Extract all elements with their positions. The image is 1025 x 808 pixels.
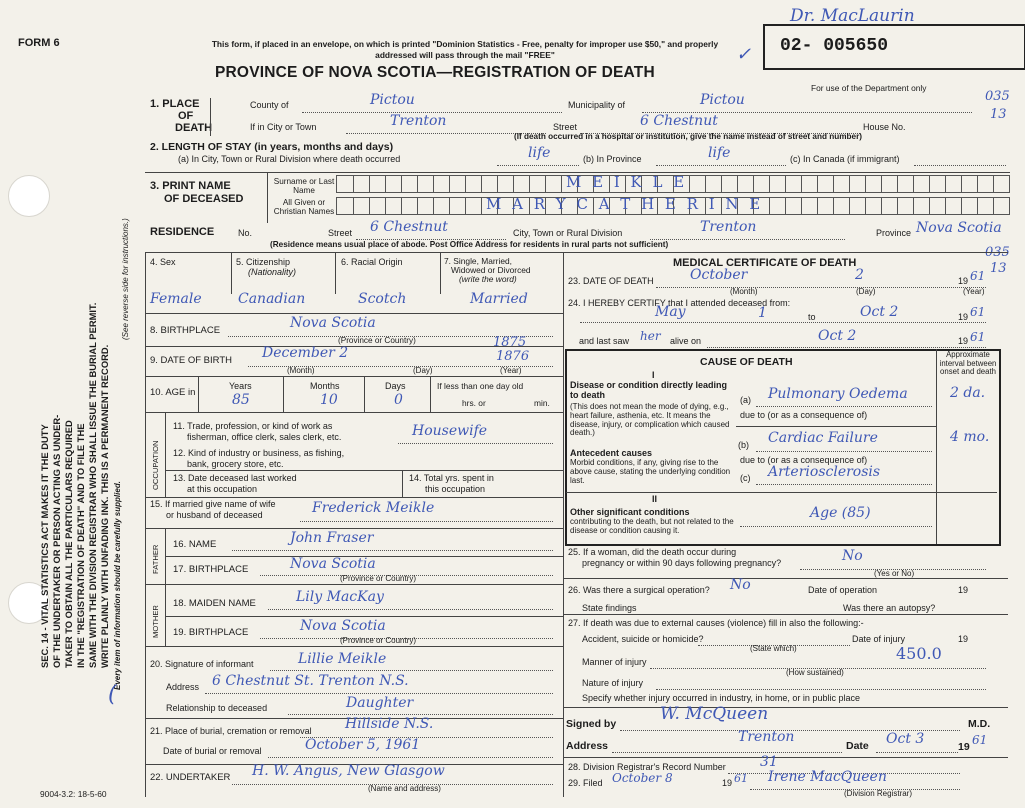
margin-code: 035 bbox=[985, 245, 1010, 260]
dob-month-sub: (Month) bbox=[287, 366, 315, 375]
date-last-worked-label: 13. Date deceased last worked bbox=[173, 473, 297, 483]
registration-number: 02- 005650 bbox=[780, 36, 889, 56]
autopsy-label: Was there an autopsy? bbox=[843, 603, 936, 613]
other-conditions-label: Other significant conditions bbox=[570, 507, 690, 517]
hrs-label: hrs. or bbox=[462, 398, 486, 408]
age-days-label: Days bbox=[385, 381, 406, 391]
act-note-line: IN THE "REGISTRATION OF DEATH" AND TO FILE THE bbox=[75, 423, 86, 668]
act-note-line: SAME WITH THE DIVISION REGISTRAR WHO SHALL ISSUE THE BURIAL PERMIT. bbox=[87, 302, 98, 668]
city-value: Trenton bbox=[390, 113, 447, 129]
attended-to-value: Oct 2 bbox=[860, 304, 899, 320]
operation-date-label: Date of operation bbox=[808, 585, 878, 595]
marital-label: (write the word) bbox=[459, 274, 517, 284]
residence-province-value: Nova Scotia bbox=[916, 220, 1002, 236]
physician-address-value: Trenton bbox=[738, 729, 795, 745]
street-value: 6 Chestnut bbox=[640, 113, 718, 129]
cause-c-label: (c) bbox=[740, 473, 751, 483]
roman-two: II bbox=[652, 494, 658, 504]
father-side-label: FATHER bbox=[151, 544, 160, 574]
pregnancy-label: 25. If a woman, did the death occur during bbox=[568, 547, 737, 557]
act-note-line: WRITE PLAINLY WITH UNFADING INK. THIS IS A PERMANENT RECORD. bbox=[99, 344, 110, 668]
md-label: M.D. bbox=[968, 718, 991, 730]
other-conditions-note: contributing to the death, but not related to the disease or condition causing it. bbox=[570, 517, 734, 535]
margin-checkmark: ( bbox=[108, 682, 117, 707]
alive-year-prefix: 19 bbox=[958, 336, 969, 346]
birthplace-label: 8. BIRTHPLACE bbox=[150, 325, 221, 336]
due-to-label: due to (or as a consequence of) bbox=[740, 410, 868, 420]
residence-street-label: Street bbox=[328, 228, 353, 238]
trade-value: Housewife bbox=[412, 423, 488, 439]
racial-origin-value: Scotch bbox=[358, 291, 407, 307]
form-number: FORM 6 bbox=[18, 37, 60, 49]
cause-a-value: Pulmonary Oedema bbox=[768, 386, 908, 402]
dod-day-value: 2 bbox=[855, 267, 864, 283]
city-label: If in City or Town bbox=[250, 122, 317, 132]
residence-no-label: No. bbox=[238, 228, 253, 238]
age-days-value: 0 bbox=[394, 392, 403, 408]
age-years-value: 85 bbox=[232, 392, 250, 408]
dob-year: 1876 bbox=[496, 349, 530, 364]
injury-year-prefix: 19 bbox=[958, 634, 969, 644]
sex-label: 4. Sex bbox=[150, 257, 176, 267]
dob-year: 1875 bbox=[493, 335, 527, 350]
relationship-value: Daughter bbox=[346, 695, 414, 711]
dod-label: 23. DATE OF DEATH bbox=[568, 276, 654, 286]
top-note: This form, if placed in an envelope, on which is printed "Dominion Statistics - Free, penalty for improper use $50," and properly addressed will pass through the mail "FREE" bbox=[211, 39, 719, 60]
dod-month-sub: (Month) bbox=[730, 287, 758, 296]
age-years-label: Years bbox=[229, 381, 252, 391]
dob-label: 9. DATE OF BIRTH bbox=[150, 355, 232, 366]
dod-day-sub: (Day) bbox=[856, 287, 876, 296]
attended-from-month: May bbox=[655, 304, 686, 320]
checkmark: ✓ bbox=[736, 44, 752, 65]
municipality-value: Pictou bbox=[700, 92, 745, 108]
citizenship-label: (Nationality) bbox=[248, 267, 297, 277]
external-causes-label: 27. If death was due to external causes (violence) fill in also the following:- bbox=[568, 618, 864, 628]
cause-a-label: (a) bbox=[740, 395, 751, 405]
dob-day-sub: (Day) bbox=[413, 366, 433, 375]
findings-label: State findings bbox=[582, 603, 637, 613]
mother-maiden-label: 18. MAIDEN NAME bbox=[173, 598, 256, 609]
how-sustained-sub: (How sustained) bbox=[786, 668, 844, 677]
citizenship-value: Canadian bbox=[238, 291, 306, 307]
cause-code: 450.0 bbox=[896, 644, 942, 663]
attended-year-prefix: 19 bbox=[958, 312, 969, 322]
act-note-line: TAKER TO OBTAIN ALL THE PARTICULARS REQUIRED bbox=[63, 420, 74, 668]
residence-street-value: 6 Chestnut bbox=[370, 219, 448, 235]
operation-label: 26. Was there a surgical operation? bbox=[568, 585, 710, 595]
interval-heading: Approximate interval between onset and death bbox=[939, 350, 997, 377]
hospital-note: (If death occurred in a hospital or institution, give the name instead of street and number) bbox=[514, 132, 863, 141]
place-label: DEATH bbox=[175, 122, 213, 134]
stay-city-label: (a) In City, Town or Rural Division where death occurred bbox=[178, 154, 401, 164]
filed-date-value: October 8 bbox=[612, 771, 673, 785]
interval-a-value: 2 da. bbox=[950, 385, 986, 401]
father-birthplace-value: Nova Scotia bbox=[290, 556, 376, 572]
residence-label: RESIDENCE bbox=[150, 226, 215, 238]
signed-by-label: Signed by bbox=[566, 718, 617, 730]
industry-label: 12. Kind of industry or business, as fishing, bbox=[173, 448, 345, 458]
trade-label: fisherman, office clerk, sales clerk, etc. bbox=[187, 432, 342, 442]
physician-address-label: Address bbox=[566, 740, 609, 752]
age-months-label: Months bbox=[310, 381, 340, 391]
dob-year-sub: (Year) bbox=[500, 366, 522, 375]
filed-year-prefix: 19 bbox=[722, 778, 733, 788]
father-name-label: 16. NAME bbox=[173, 539, 217, 550]
mother-birthplace-sub: (Province or Country) bbox=[340, 636, 417, 645]
pregnancy-label: pregnancy or within 90 days following pregnancy? bbox=[582, 558, 782, 568]
citizenship-label: 5. Citizenship bbox=[236, 257, 291, 267]
undertaker-value: H. W. Angus, New Glasgow bbox=[252, 763, 445, 779]
relationship-label: Relationship to deceased bbox=[166, 703, 268, 713]
every-item-note: Every item of information should be carefully supplied. bbox=[113, 481, 122, 690]
spouse-label: 15. If married give name of wife bbox=[150, 499, 276, 509]
informant-signature-value: Lillie Meikle bbox=[298, 651, 387, 667]
roman-one: I bbox=[652, 370, 655, 380]
date-last-worked-label: at this occupation bbox=[187, 484, 258, 494]
total-years-label: 14. Total yrs. spent in bbox=[409, 473, 494, 483]
dod-year-value: 61 bbox=[970, 269, 986, 283]
mother-birthplace-value: Nova Scotia bbox=[300, 618, 386, 634]
last-saw-pronoun: her bbox=[640, 329, 661, 343]
dod-year-sub: (Year) bbox=[963, 287, 985, 296]
pregnancy-sub: (Yes or No) bbox=[874, 569, 915, 578]
cause-b-value: Cardiac Failure bbox=[768, 430, 878, 446]
other-conditions-value: Age (85) bbox=[810, 505, 871, 521]
attended-from-day: 1 bbox=[758, 305, 767, 321]
signature-year-value: 61 bbox=[972, 733, 988, 747]
signature-year-prefix: 19 bbox=[958, 741, 970, 753]
marital-value: Married bbox=[470, 291, 528, 307]
cause-heading: CAUSE OF DEATH bbox=[700, 356, 793, 368]
surname-label: Surname or Last Name bbox=[273, 177, 335, 195]
nature-label: Nature of injury bbox=[582, 678, 644, 688]
manner-label: Manner of injury bbox=[582, 657, 647, 667]
filed-label: 29. Filed bbox=[568, 778, 603, 788]
print-name-label: 3. PRINT NAME bbox=[150, 180, 231, 192]
burial-place-label: 21. Place of burial, cremation or removal bbox=[150, 726, 312, 736]
age-label: 10. AGE in bbox=[150, 387, 196, 398]
min-label: min. bbox=[534, 398, 550, 408]
act-note-line: SEC. 14 - VITAL STATISTICS ACT MAKES IT THE DUTY bbox=[39, 424, 50, 668]
immediate-cause-note: (This does not mean the mode of dying, e.g., heart failure, asthenia, etc. It means the disease, injury, or complication which caused death.) bbox=[570, 402, 730, 438]
margin-code: 035 bbox=[985, 89, 1010, 104]
municipality-label: Municipality of bbox=[568, 100, 626, 110]
residence-note: (Residence means usual place of abode. Post Office Address for residents in rural parts not sufficient) bbox=[270, 240, 669, 249]
pregnancy-value: No bbox=[842, 548, 863, 564]
registrar-record-label: 28. Division Registrar's Record Number bbox=[568, 762, 726, 772]
dod-month-value: October bbox=[690, 267, 748, 283]
sex-value: Female bbox=[150, 291, 202, 307]
see-reverse-note: (See reverse side for instructions.) bbox=[121, 218, 130, 340]
industry-label: bank, grocery store, etc. bbox=[187, 459, 284, 469]
registrar-record-value: 31 bbox=[760, 754, 778, 770]
residence-city-value: Trenton bbox=[700, 219, 757, 235]
cause-b-label: (b) bbox=[738, 440, 749, 450]
attended-to-label: to bbox=[808, 312, 816, 322]
county-value: Pictou bbox=[370, 92, 415, 108]
mother-side-label: MOTHER bbox=[151, 605, 160, 638]
signature-date-value: Oct 3 bbox=[886, 731, 925, 747]
filed-year-value: 61 bbox=[734, 772, 748, 785]
length-of-stay-label: 2. LENGTH OF STAY (in years, months and days) bbox=[150, 141, 394, 153]
accident-label: Accident, suicide or homicide? bbox=[582, 634, 704, 644]
spouse-label: or husband of deceased bbox=[166, 510, 263, 520]
stay-city-value: life bbox=[528, 145, 551, 161]
medical-heading: MEDICAL CERTIFICATE OF DEATH bbox=[673, 257, 857, 269]
total-years-label: this occupation bbox=[425, 484, 486, 494]
age-months-value: 10 bbox=[320, 392, 338, 408]
state-which-sub: (State which) bbox=[750, 644, 797, 653]
corner-note: Dr. MacLaurin bbox=[790, 6, 915, 26]
father-name-value: John Fraser bbox=[290, 530, 374, 546]
given-names-label: All Given or Christian Names bbox=[273, 198, 335, 216]
interval-b-value: 4 mo. bbox=[950, 429, 990, 445]
birthplace-sub: (Province or Country) bbox=[338, 336, 416, 345]
margin-code: 13 bbox=[990, 261, 1007, 276]
birthplace-value: Nova Scotia bbox=[290, 315, 376, 331]
marital-label: Widowed or Divorced bbox=[451, 265, 531, 275]
form-title: PROVINCE OF NOVA SCOTIA—REGISTRATION OF DEATH bbox=[215, 64, 655, 81]
dob-value: December 2 bbox=[262, 345, 349, 361]
informant-address-value: 6 Chestnut St. Trenton N.S. bbox=[212, 673, 409, 689]
house-label: House No. bbox=[863, 122, 906, 132]
stay-province-label: (b) In Province bbox=[583, 154, 642, 164]
antecedent-note: Morbid conditions, if any, giving rise to the above cause, stating the underlying condition last. bbox=[570, 458, 731, 485]
due-to-label: due to (or as a consequence of) bbox=[740, 455, 868, 465]
burial-date-label: Date of burial or removal bbox=[163, 746, 262, 756]
department-use-note: For use of the Department only bbox=[811, 83, 927, 93]
mother-maiden-value: Lily MacKay bbox=[296, 589, 384, 605]
registrar-sub: (Division Registrar) bbox=[844, 789, 913, 798]
county-label: County of bbox=[250, 100, 289, 110]
informant-signature-label: 20. Signature of informant bbox=[150, 659, 254, 669]
stay-canada-label: (c) In Canada (if immigrant) bbox=[790, 154, 900, 164]
injury-place-label: Specify whether injury occurred in industry, in home, or in public place bbox=[582, 693, 860, 703]
footer-code: 9004-3.2: 18-5-60 bbox=[40, 789, 107, 799]
operation-value: No bbox=[730, 577, 751, 593]
stay-province-value: life bbox=[708, 145, 731, 161]
physician-signature: W. McQueen bbox=[660, 704, 769, 724]
street-label: Street bbox=[553, 122, 578, 132]
last-saw-label: and last saw bbox=[579, 336, 630, 346]
marital-label: 7. Single, Married, bbox=[444, 256, 512, 266]
cause-c-value: Arteriosclerosis bbox=[768, 464, 881, 480]
residence-province-label: Province bbox=[876, 228, 912, 238]
print-name-label: OF DECEASED bbox=[164, 193, 244, 205]
residence-city-label: City, Town or Rural Division bbox=[513, 228, 623, 238]
trade-label: 11. Trade, profession, or kind of work as bbox=[173, 421, 333, 431]
place-label: OF bbox=[178, 110, 194, 122]
given-names-value: M A R Y C A T H E R I N E bbox=[486, 195, 764, 213]
antecedent-label: Antecedent causes bbox=[570, 448, 653, 458]
alive-on-label: alive on bbox=[670, 336, 702, 346]
registrar-signature: Irene MacQueen bbox=[768, 769, 887, 785]
attended-label: 24. I HEREBY CERTIFY that I attended deceased from: bbox=[568, 298, 791, 308]
less-than-day-label: If less than one day old bbox=[437, 381, 524, 391]
binding-hole bbox=[8, 175, 50, 217]
operation-year-prefix: 19 bbox=[958, 585, 969, 595]
mother-birthplace-label: 19. BIRTHPLACE bbox=[173, 627, 249, 638]
burial-place-value: Hillside N.S. bbox=[345, 716, 434, 732]
surname-value: M E I K L E bbox=[566, 173, 688, 191]
occupation-side-label: OCCUPATION bbox=[151, 440, 160, 490]
father-birthplace-label: 17. BIRTHPLACE bbox=[173, 564, 249, 575]
undertaker-sub: (Name and address) bbox=[368, 784, 441, 793]
place-label: 1. PLACE bbox=[150, 98, 200, 110]
burial-date-value: October 5, 1961 bbox=[305, 737, 421, 753]
undertaker-label: 22. UNDERTAKER bbox=[150, 772, 231, 783]
racial-origin-label: 6. Racial Origin bbox=[341, 257, 403, 267]
attended-year: 61 bbox=[970, 305, 986, 319]
immediate-cause-label: Disease or condition directly leading to death bbox=[570, 380, 728, 400]
alive-on-value: Oct 2 bbox=[818, 328, 857, 344]
dod-year-prefix: 19 bbox=[958, 276, 969, 286]
act-note-line: OF THE UNDERTAKER OR PERSON ACTING AS UNDER- bbox=[51, 414, 62, 668]
signature-date-label: Date bbox=[846, 740, 869, 752]
father-birthplace-sub: (Province or Country) bbox=[340, 574, 417, 583]
alive-year: 61 bbox=[970, 330, 986, 344]
margin-code: 13 bbox=[990, 107, 1007, 122]
date-of-injury-label: Date of injury bbox=[852, 634, 906, 644]
informant-address-label: Address bbox=[166, 682, 200, 692]
spouse-value: Frederick Meikle bbox=[312, 500, 435, 516]
